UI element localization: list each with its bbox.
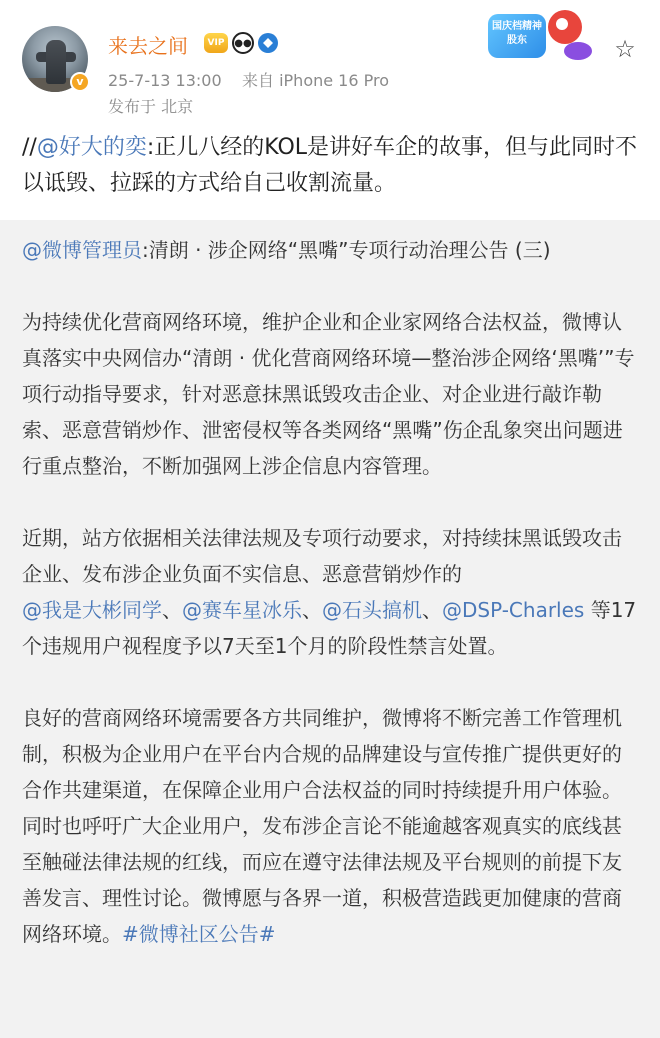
panda-badge-icon[interactable]: ●● — [232, 32, 254, 54]
post-location: 发布于 北京 — [108, 97, 194, 116]
quoted-paragraph-1: 为持续优化营商网络环境，维护企业和企业家网络合法权益，微博认真落实中央网信办“清朗 · 优化营商网络环境—整治涉企网络‘黑嘴’”专项行动指导要求，针对恶意抹黑诋毁攻击企业、对企业进行敲诈勒索、恶意营销炒作、泄密侵权等各类网络“黑嘴”伤企乱象突出问题进行重点整治，不断加强网上涉企信息内容管理。 — [22, 310, 635, 478]
repost-body: :正儿八经的KOL是讲好车企的故事，但与此同时不以诋毁、拉踩的方式给自己收割流量。 — [22, 135, 638, 196]
blue-badge-icon[interactable] — [258, 33, 278, 53]
repost-prefix: // — [22, 135, 37, 160]
holiday-decoration[interactable] — [488, 6, 598, 68]
quoted-paragraph-3: 良好的营商网络环境需要各方共同维护，微博将不断完善工作管理机制，积极为企业用户在平台内合规的品牌建设与宣传推广提供更好的合作共建渠道，在保障企业用户合法权益的同时持续提升用户体验。同时也呼吁广大企业用户，发布涉企言论不能逾越客观真实的底线甚至触碰法律法规的红线，而应在遵守法律法规及平台规则的前提下友善发言、理性讨论。微博愿与各界一道，积极营造践更加健康的营商网络环境。#微博社区公告# — [22, 706, 622, 946]
post-header — [0, 0, 660, 120]
user-link-4[interactable]: @DSP-Charles — [442, 598, 585, 622]
repost-text — [22, 130, 642, 202]
post-meta — [108, 68, 389, 91]
post-source: 来自 iPhone 16 Pro — [242, 71, 390, 90]
quoted-header — [22, 232, 640, 268]
vip-badge-icon[interactable]: VIP — [204, 33, 228, 53]
repost-mention-link[interactable]: @好大的奕 — [36, 135, 147, 160]
decor-text: 国庆档精神股东 — [488, 14, 546, 58]
quoted-author-link[interactable]: @微博管理员 — [22, 238, 142, 262]
user-link-3[interactable]: @石头搞机 — [322, 598, 422, 622]
quoted-paragraph-2: 近期，站方依据相关法律法规及专项行动要求，对持续抹黑诋毁攻击企业、发布涉企业负面不实信息、恶意营销炒作的 @我是大彬同学、@赛车星冰乐、@石头搞机、@DSP-Charles 等17个违规用户视程度予以7天至1个月的阶段性禁言处置。 — [22, 526, 637, 658]
post-time: 25-7-13 13:00 — [108, 71, 222, 90]
author-badges — [204, 32, 278, 54]
user-link-2[interactable]: @赛车星冰乐 — [182, 598, 302, 622]
quoted-title: :清朗 · 涉企网络“黑嘴”专项行动治理公告 (三) — [142, 238, 551, 262]
user-link-1[interactable]: @我是大彬同学 — [22, 598, 162, 622]
quoted-post[interactable] — [0, 220, 660, 1038]
verified-v-icon: v — [70, 72, 90, 92]
author-name[interactable]: 来去之间 — [108, 34, 188, 58]
hashtag-link[interactable]: #微博社区公告# — [122, 922, 276, 946]
favorite-star-icon[interactable]: ☆ — [614, 35, 636, 63]
